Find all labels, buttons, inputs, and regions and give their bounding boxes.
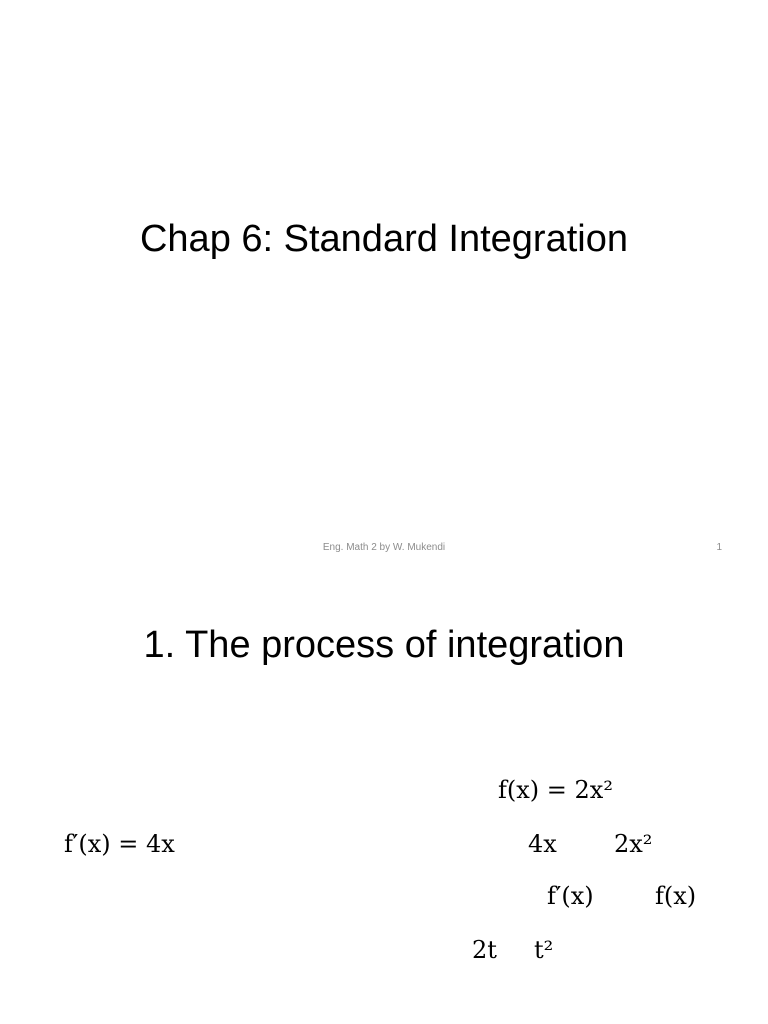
expression-4x: 4x [528, 830, 557, 858]
slide-title: 1. The process of integration [143, 624, 625, 666]
expression-2t: 2t [472, 936, 497, 964]
expression-fprime-x: f′(x) [547, 882, 594, 910]
page-number: 1 [716, 542, 722, 553]
expression-2x-squared: 2x² [614, 830, 653, 858]
expression-fprime-equals-4x: f′(x) = 4x [64, 830, 175, 858]
slide-footer [0, 542, 768, 556]
expression-f-x: f(x) [655, 882, 697, 910]
expression-t-squared: t² [534, 936, 554, 964]
slide-2 [0, 566, 768, 1024]
footer-text: Eng. Math 2 by W. Mukendi [322, 542, 446, 553]
slide-title: Chap 6: Standard Integration [139, 218, 628, 260]
expression-f-equals-2x-squared: f(x) = 2x² [498, 776, 613, 804]
